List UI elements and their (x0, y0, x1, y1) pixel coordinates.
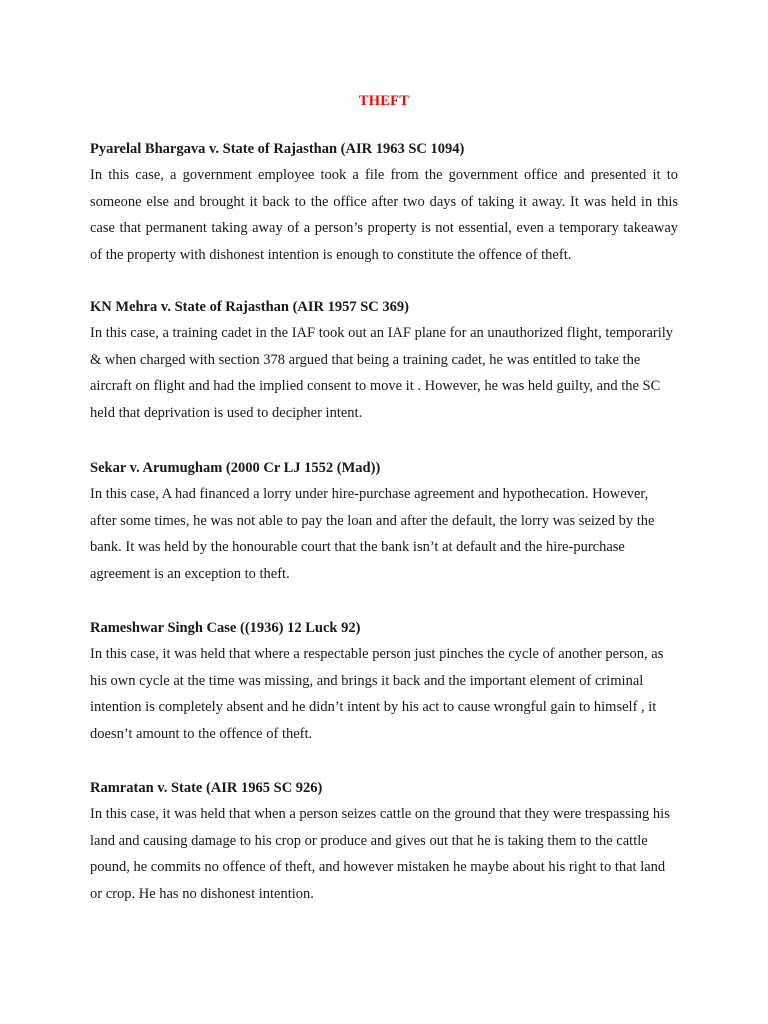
case-rameshwar-singh (90, 615, 678, 747)
case-heading: Ramratan v. State (AIR 1965 SC 926) (90, 780, 323, 796)
case-body: In this case, A had financed a lorry under hire-purchase agreement and hypothecation. However, after some times, he was not able to pay the loan and after the default, the lorry was seized by the bank. It was held by the honourable court that the bank isn’t at default and the hire-purchase agreement is an exception to theft. (90, 486, 655, 582)
case-body: In this case, it was held that when a person seizes cattle on the ground that they were trespassing his land and causing damage to his crop or produce and gives out that he is taking them to the cattle pound, he commits no offence of theft, and however mistaken he maybe about his right to that land or crop. He has no dishonest intention. (90, 806, 670, 902)
case-heading: KN Mehra v. State of Rajasthan (AIR 1957 SC 369) (90, 299, 409, 315)
case-heading: Rameshwar Singh Case ((1936) 12 Luck 92) (90, 620, 361, 636)
case-heading: Pyarelal Bhargava v. State of Rajasthan (AIR 1963 SC 1094) (90, 141, 465, 157)
case-body: In this case, a government employee took a file from the government office and presented it to someone else and brought it back to the office after two days of taking it away. It was held in this case that permanent taking away of a person’s property is not essential, even a temporary takeaway of the property with dishonest intention is enough to constitute the offence of theft. (90, 167, 678, 263)
case-ramratan (90, 775, 678, 907)
case-body: In this case, a training cadet in the IAF took out an IAF plane for an unauthorized flight, temporarily & when charged with section 378 argued that being a training cadet, he was entitled to take the aircraft on flight and had the implied consent to move it . However, he was held guilty, and the SC held that deprivation is used to decipher intent. (90, 325, 674, 421)
case-body: In this case, it was held that where a respectable person just pinches the cycle of another person, as his own cycle at the time was missing, and brings it back and the important element of criminal intention is completely absent and he didn’t intent by his act to cause wrongful gain to himself , it doesn’t amount to the offence of theft. (90, 646, 664, 742)
case-heading: Sekar v. Arumugham (2000 Cr LJ 1552 (Mad)) (90, 460, 381, 476)
case-pyarelal-bhargava (90, 136, 678, 268)
case-sekar-arumugham (90, 455, 678, 587)
case-kn-mehra (90, 294, 678, 426)
document-title: THEFT (358, 93, 410, 109)
